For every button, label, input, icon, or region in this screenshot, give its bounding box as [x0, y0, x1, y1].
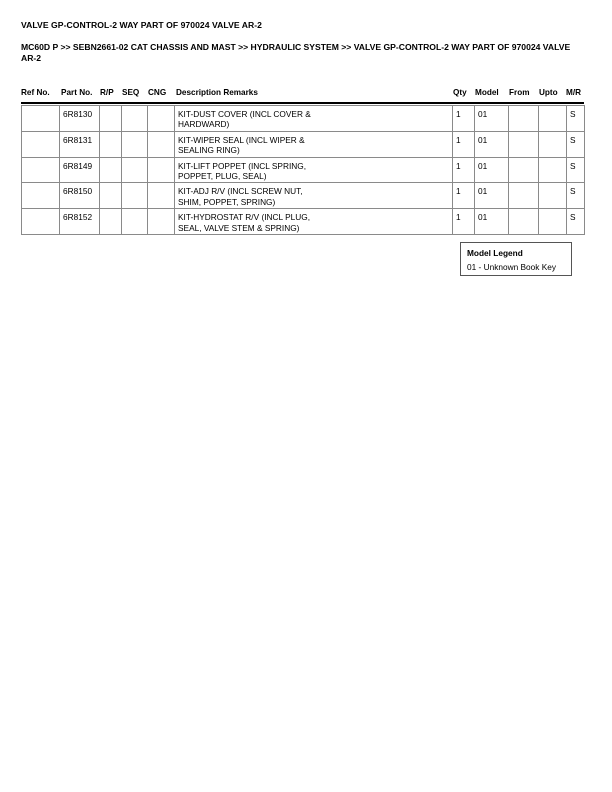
cell-upto: [539, 131, 567, 157]
model-value: 01: [478, 134, 488, 145]
from-value: [509, 132, 538, 135]
description-line-2: SHIM, POPPET, SPRING): [178, 196, 276, 207]
page-title: VALVE GP-CONTROL-2 WAY PART OF 970024 VALVE AR-2: [21, 20, 262, 30]
qty-value: 1: [456, 134, 461, 145]
description-line-2: SEALING RING): [178, 145, 240, 156]
upto-value: [539, 183, 566, 186]
cell-model: [475, 183, 509, 209]
cell-description: [175, 209, 453, 235]
seq-value: [122, 106, 147, 109]
seq-value: [122, 209, 147, 212]
mr-value: S: [570, 212, 576, 223]
cell-qty: [453, 183, 475, 209]
cng-value: [148, 183, 174, 186]
description-line-1: KIT-HYDROSTAT R/V (INCL PLUG,: [178, 212, 310, 223]
parts-table: [21, 105, 585, 235]
cell-part-no: [60, 209, 100, 235]
cell-cng: [148, 131, 175, 157]
cell-qty: [453, 131, 475, 157]
part-no-value: 6R8152: [63, 212, 93, 223]
mr-value: S: [570, 134, 576, 145]
qty-value: 1: [456, 212, 461, 223]
cell-description: [175, 183, 453, 209]
cell-seq: [122, 131, 148, 157]
cell-mr: [567, 157, 585, 183]
description-line-1: KIT-DUST COVER (INCL COVER &: [178, 109, 311, 119]
from-value: [509, 106, 538, 109]
cell-model: [475, 157, 509, 183]
rp-value: [100, 209, 121, 212]
cell-rp: [100, 106, 122, 132]
cell-upto: [539, 106, 567, 132]
cell-qty: [453, 209, 475, 235]
description-line-2: HARDWARD): [178, 119, 230, 130]
model-value: 01: [478, 186, 488, 197]
cell-ref-no: [22, 106, 60, 132]
mr-value: S: [570, 160, 576, 171]
column-header-mr: M/R: [566, 88, 582, 97]
ref-no-value: [22, 132, 59, 135]
cell-description: [175, 157, 453, 183]
model-value: 01: [478, 160, 488, 171]
cng-value: [148, 209, 174, 212]
cng-value: [148, 106, 174, 109]
cell-cng: [148, 106, 175, 132]
qty-value: 1: [456, 160, 461, 171]
upto-value: [539, 158, 566, 161]
cell-model: [475, 209, 509, 235]
model-legend-title: Model Legend: [467, 248, 523, 258]
cell-from: [509, 183, 539, 209]
cell-ref-no: [22, 183, 60, 209]
description-line-1: KIT-ADJ R/V (INCL SCREW NUT,: [178, 186, 303, 197]
column-header-part-no: Part No.: [61, 88, 93, 97]
model-value: 01: [478, 109, 488, 119]
cell-seq: [122, 183, 148, 209]
table-row: [22, 106, 585, 132]
cell-rp: [100, 183, 122, 209]
cell-description: [175, 131, 453, 157]
cell-qty: [453, 157, 475, 183]
ref-no-value: [22, 183, 59, 186]
cell-upto: [539, 157, 567, 183]
upto-value: [539, 209, 566, 212]
cell-mr: [567, 106, 585, 132]
from-value: [509, 158, 538, 161]
column-header-rp: R/P: [100, 88, 114, 97]
cell-description: [175, 106, 453, 132]
cell-part-no: [60, 157, 100, 183]
cell-ref-no: [22, 131, 60, 157]
upto-value: [539, 132, 566, 135]
table-row: [22, 157, 585, 183]
seq-value: [122, 158, 147, 161]
from-value: [509, 209, 538, 212]
description-line-2: SEAL, VALVE STEM & SPRING): [178, 222, 300, 233]
breadcrumb: MC60D P >> SEBN2661-02 CAT CHASSIS AND MAST >> HYDRAULIC SYSTEM >> VALVE GP-CONTROL-2 WAY PART OF 970024 VALVE AR-2: [21, 42, 571, 63]
rp-value: [100, 106, 121, 109]
cell-from: [509, 209, 539, 235]
cell-ref-no: [22, 157, 60, 183]
part-no-value: 6R8150: [63, 186, 93, 197]
cell-cng: [148, 209, 175, 235]
description-line-2: POPPET, PLUG, SEAL): [178, 171, 267, 181]
column-header-description: Description Remarks: [176, 88, 258, 97]
part-no-value: 6R8130: [63, 109, 93, 119]
cell-mr: [567, 209, 585, 235]
cell-cng: [148, 183, 175, 209]
cell-seq: [122, 157, 148, 183]
table-row: [22, 209, 585, 235]
cell-mr: [567, 183, 585, 209]
cell-model: [475, 106, 509, 132]
cell-from: [509, 106, 539, 132]
rp-value: [100, 132, 121, 135]
cell-seq: [122, 209, 148, 235]
header-divider: [21, 102, 584, 104]
cell-seq: [122, 106, 148, 132]
cell-qty: [453, 106, 475, 132]
cell-mr: [567, 131, 585, 157]
column-header-cng: CNG: [148, 88, 167, 97]
column-header-ref-no: Ref No.: [21, 88, 50, 97]
cell-from: [509, 157, 539, 183]
model-value: 01: [478, 212, 488, 223]
rp-value: [100, 183, 121, 186]
qty-value: 1: [456, 186, 461, 197]
column-header-seq: SEQ: [122, 88, 140, 97]
cng-value: [148, 132, 174, 135]
ref-no-value: [22, 106, 59, 109]
ref-no-value: [22, 158, 59, 161]
description-line-1: KIT-WIPER SEAL (INCL WIPER &: [178, 134, 305, 145]
cell-part-no: [60, 183, 100, 209]
upto-value: [539, 106, 566, 109]
model-legend: [460, 242, 572, 276]
table-row: [22, 131, 585, 157]
cell-rp: [100, 157, 122, 183]
description-line-1: KIT-LIFT POPPET (INCL SPRING,: [178, 160, 307, 171]
cell-from: [509, 131, 539, 157]
cell-rp: [100, 209, 122, 235]
model-legend-item: 01 - Unknown Book Key: [467, 262, 557, 272]
ref-no-value: [22, 209, 59, 212]
part-no-value: 6R8131: [63, 134, 93, 145]
column-header-from: From: [509, 88, 530, 97]
rp-value: [100, 158, 121, 161]
qty-value: 1: [456, 109, 461, 119]
mr-value: S: [570, 109, 576, 119]
seq-value: [122, 183, 147, 186]
cell-part-no: [60, 106, 100, 132]
column-header-qty: Qty: [453, 88, 467, 97]
column-header-upto: Upto: [539, 88, 558, 97]
table-row: [22, 183, 585, 209]
mr-value: S: [570, 186, 576, 197]
from-value: [509, 183, 538, 186]
cell-rp: [100, 131, 122, 157]
cell-ref-no: [22, 209, 60, 235]
cell-upto: [539, 183, 567, 209]
cell-part-no: [60, 131, 100, 157]
cell-upto: [539, 209, 567, 235]
column-header-model: Model: [475, 88, 499, 97]
part-no-value: 6R8149: [63, 160, 93, 171]
cell-model: [475, 131, 509, 157]
cell-cng: [148, 157, 175, 183]
cng-value: [148, 158, 174, 161]
seq-value: [122, 132, 147, 135]
